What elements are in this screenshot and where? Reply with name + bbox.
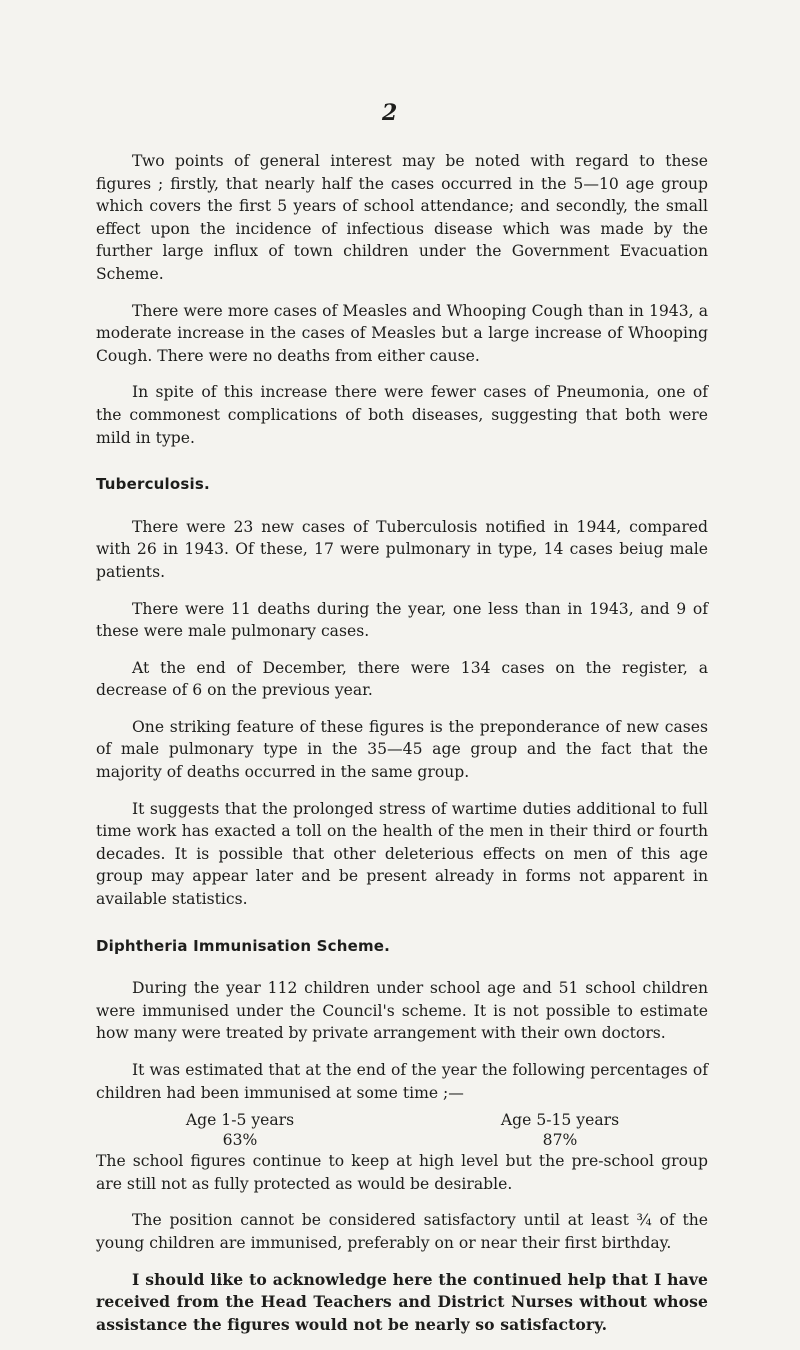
document-body [96,150,708,1350]
paragraph: The position cannot be considered satisfactory until at least ¾ of the young children are immunised, preferably on or near their first birthday. [96,1211,708,1252]
paragraph: The school figures continue to keep at high level but the pre-school group are still not as fully protected as would be desirable. [96,1152,708,1193]
paragraph: It was estimated that at the end of the year the following percentages of children had been immunised at some time ;— [96,1061,708,1102]
age-1-5-heading: Age 1-5 years [185,1111,295,1130]
age-5-15-column [460,1110,660,1150]
paragraph: During the year 112 children under school age and 51 school children were immunised under the Council's scheme. It is not possible to estimate how many were treated by private arrangement with their own doctors. [96,979,708,1043]
paragraph: There were 11 deaths during the year, one less than in 1943, and 9 of these were male pulmonary cases. [96,599,708,641]
page-number: 2 [382,100,398,126]
paragraph: At the end of December, there were 134 cases on the register, a decrease of 6 on the previous year. [96,658,708,700]
age-1-5-column [140,1110,340,1150]
section-heading-tuberculosis: Tuberculosis. [96,475,210,494]
paragraph: There were more cases of Measles and Whooping Cough than in 1943, a moderate increase in the cases of Measles but a large increase of Whooping Cough. There were no deaths from either cause. [96,301,708,365]
paragraph: It suggests that the prolonged stress of wartime duties additional to full time work has exacted a toll on the health of the men in their third or fourth decades. It is possible that other deleterious effects on men of this age group may appear later and be present already in forms not apparent in available statistics. [96,799,708,909]
paragraph: There were 23 new cases of Tuberculosis notified in 1944, compared with 26 in 1943. Of these, 17 were pulmonary in type, 14 cases beiug male patients. [96,517,708,581]
acknowledgement-paragraph: I should like to acknowledge here the continued help that I have received from the Head Teachers and District Nurses without whose assistance the figures would not be nearly so satisfactory. [96,1269,708,1334]
paragraph: Two points of general interest may be noted with regard to these figures ; firstly, that nearly half the cases occurred in the 5—10 age group which covers the first 5 years of school attendance; and secondly, the small effect upon the incidence of infectious disease which was made by the further large influx of town children under the Government Evacuation Scheme. [96,152,708,283]
age-5-15-percentage: 87% [542,1131,578,1150]
age-5-15-heading: Age 5-15 years [500,1111,620,1130]
paragraph: One striking feature of these figures is the preponderance of new cases of male pulmonary type in the 35—45 age group and the fact that the majority of deaths occurred in the same group. [96,717,708,782]
immunisation-percentage-table [140,1110,660,1150]
section-heading-diphtheria: Diphtheria Immunisation Scheme. [96,936,391,955]
age-1-5-percentage: 63% [222,1131,258,1150]
paragraph: In spite of this increase there were fewer cases of Pneumonia, one of the commonest complications of both diseases, suggesting that both were mild in type. [96,383,708,447]
